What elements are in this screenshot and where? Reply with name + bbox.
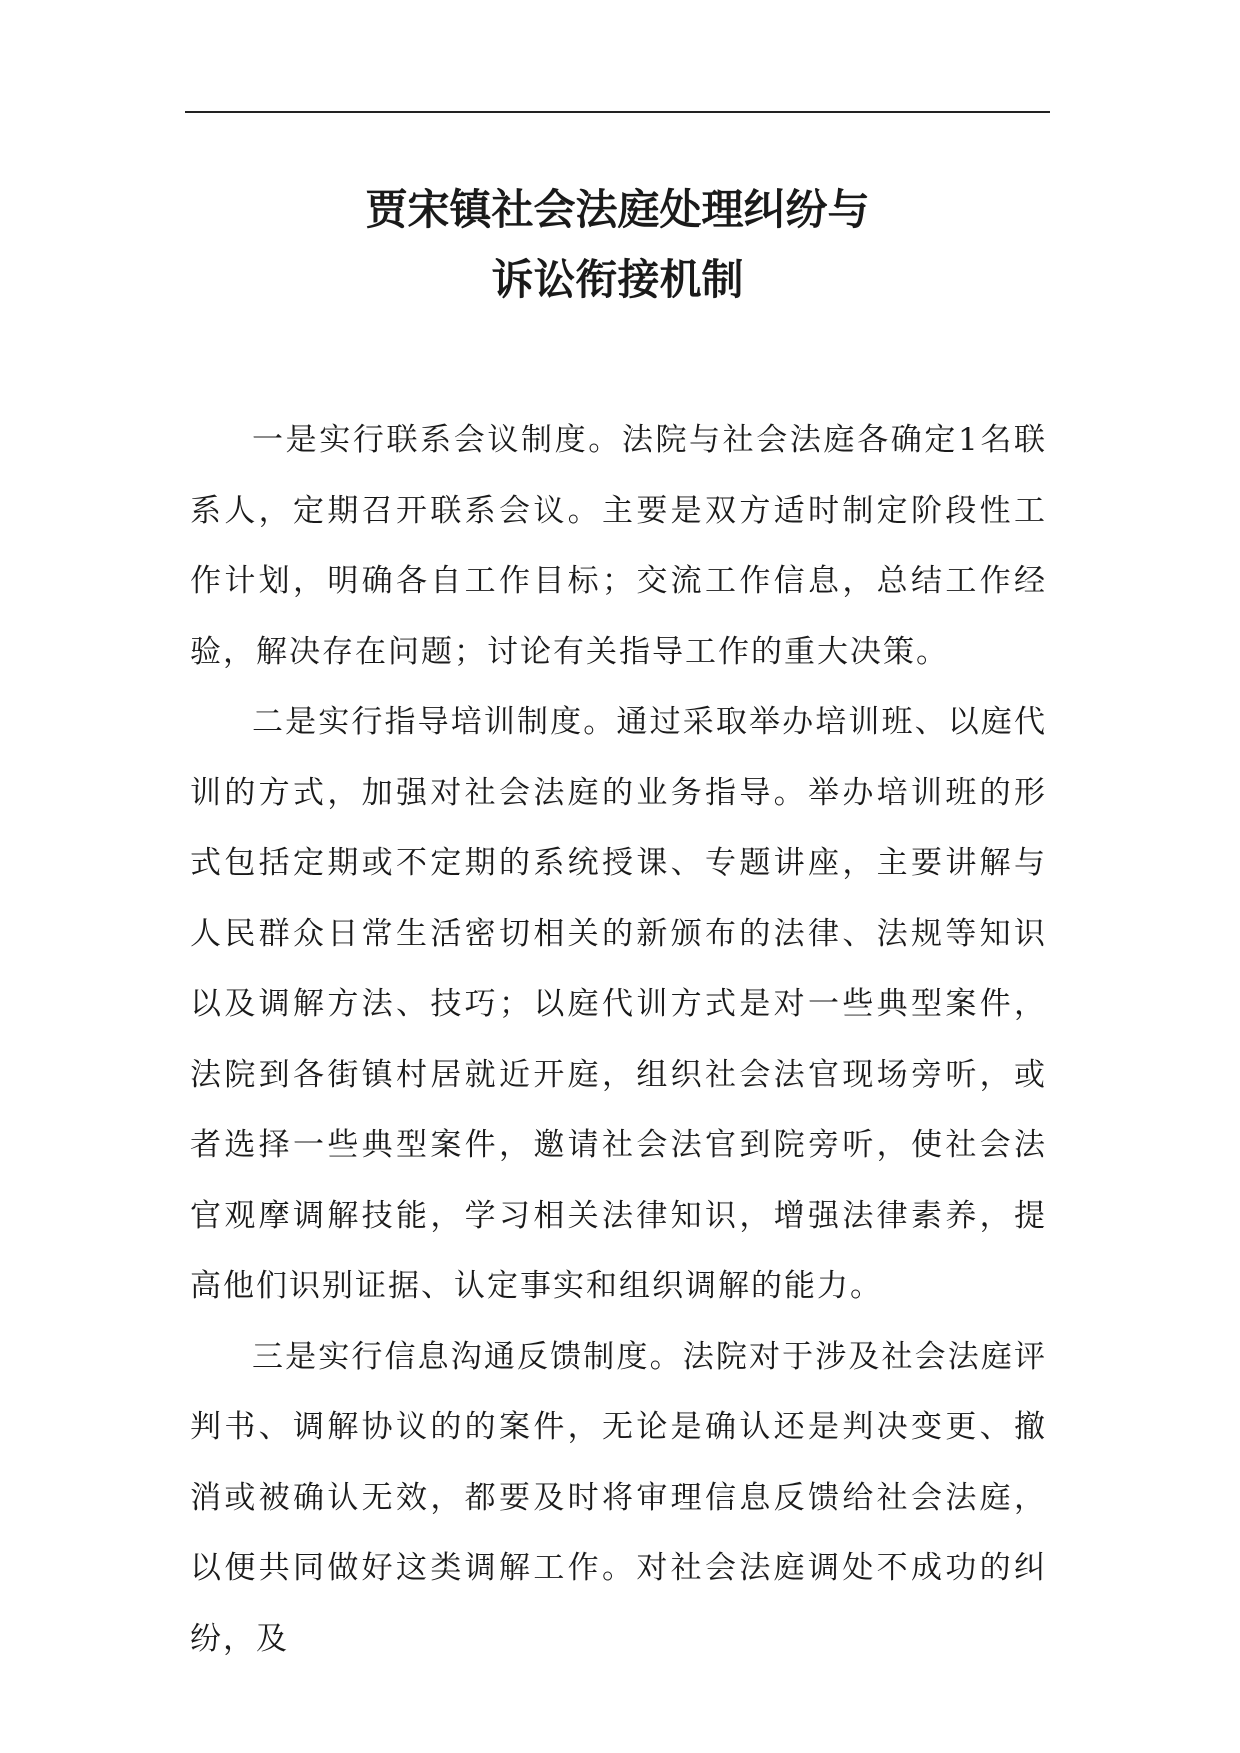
document-body bbox=[190, 405, 1047, 1674]
paragraph-2: 二是实行指导培训制度。通过采取举办培训班、以庭代训的方式，加强对社会法庭的业务指导。举办培训班的形式包括定期或不定期的系统授课、专题讲座，主要讲解与人民群众日常生活密切相关的新颁布的法律、法规等知识以及调解方法、技巧；以庭代训方式是对一些典型案件，法院到各街镇村居就近开庭，组织社会法官现场旁听，或者选择一些典型案件，邀请社会法官到院旁听，使社会法官观摩调解技能，学习相关法律知识，增强法律素养，提高他们识别证据、认定事实和组织调解的能力。 bbox=[190, 704, 1047, 1304]
header-rule bbox=[185, 111, 1050, 113]
paragraph-1: 一是实行联系会议制度。法院与社会法庭各确定1名联系人，定期召开联系会议。主要是双方适时制定阶段性工作计划，明确各自工作目标；交流工作信息，总结工作经验，解决存在问题；讨论有关指导工作的重大决策。 bbox=[190, 422, 1047, 670]
document-title-line2: 诉讼衔接机制 bbox=[491, 255, 744, 304]
document-title-line1: 贾宋镇社会法庭处理纠纷与 bbox=[365, 185, 870, 234]
paragraph-3: 三是实行信息沟通反馈制度。法院对于涉及社会法庭评判书、调解协议的的案件，无论是确认还是判决变更、撤消或被确认无效，都要及时将审理信息反馈给社会法庭，以便共同做好这类调解工作。对社会法庭调处不成功的纠纷，及 bbox=[190, 1338, 1047, 1657]
